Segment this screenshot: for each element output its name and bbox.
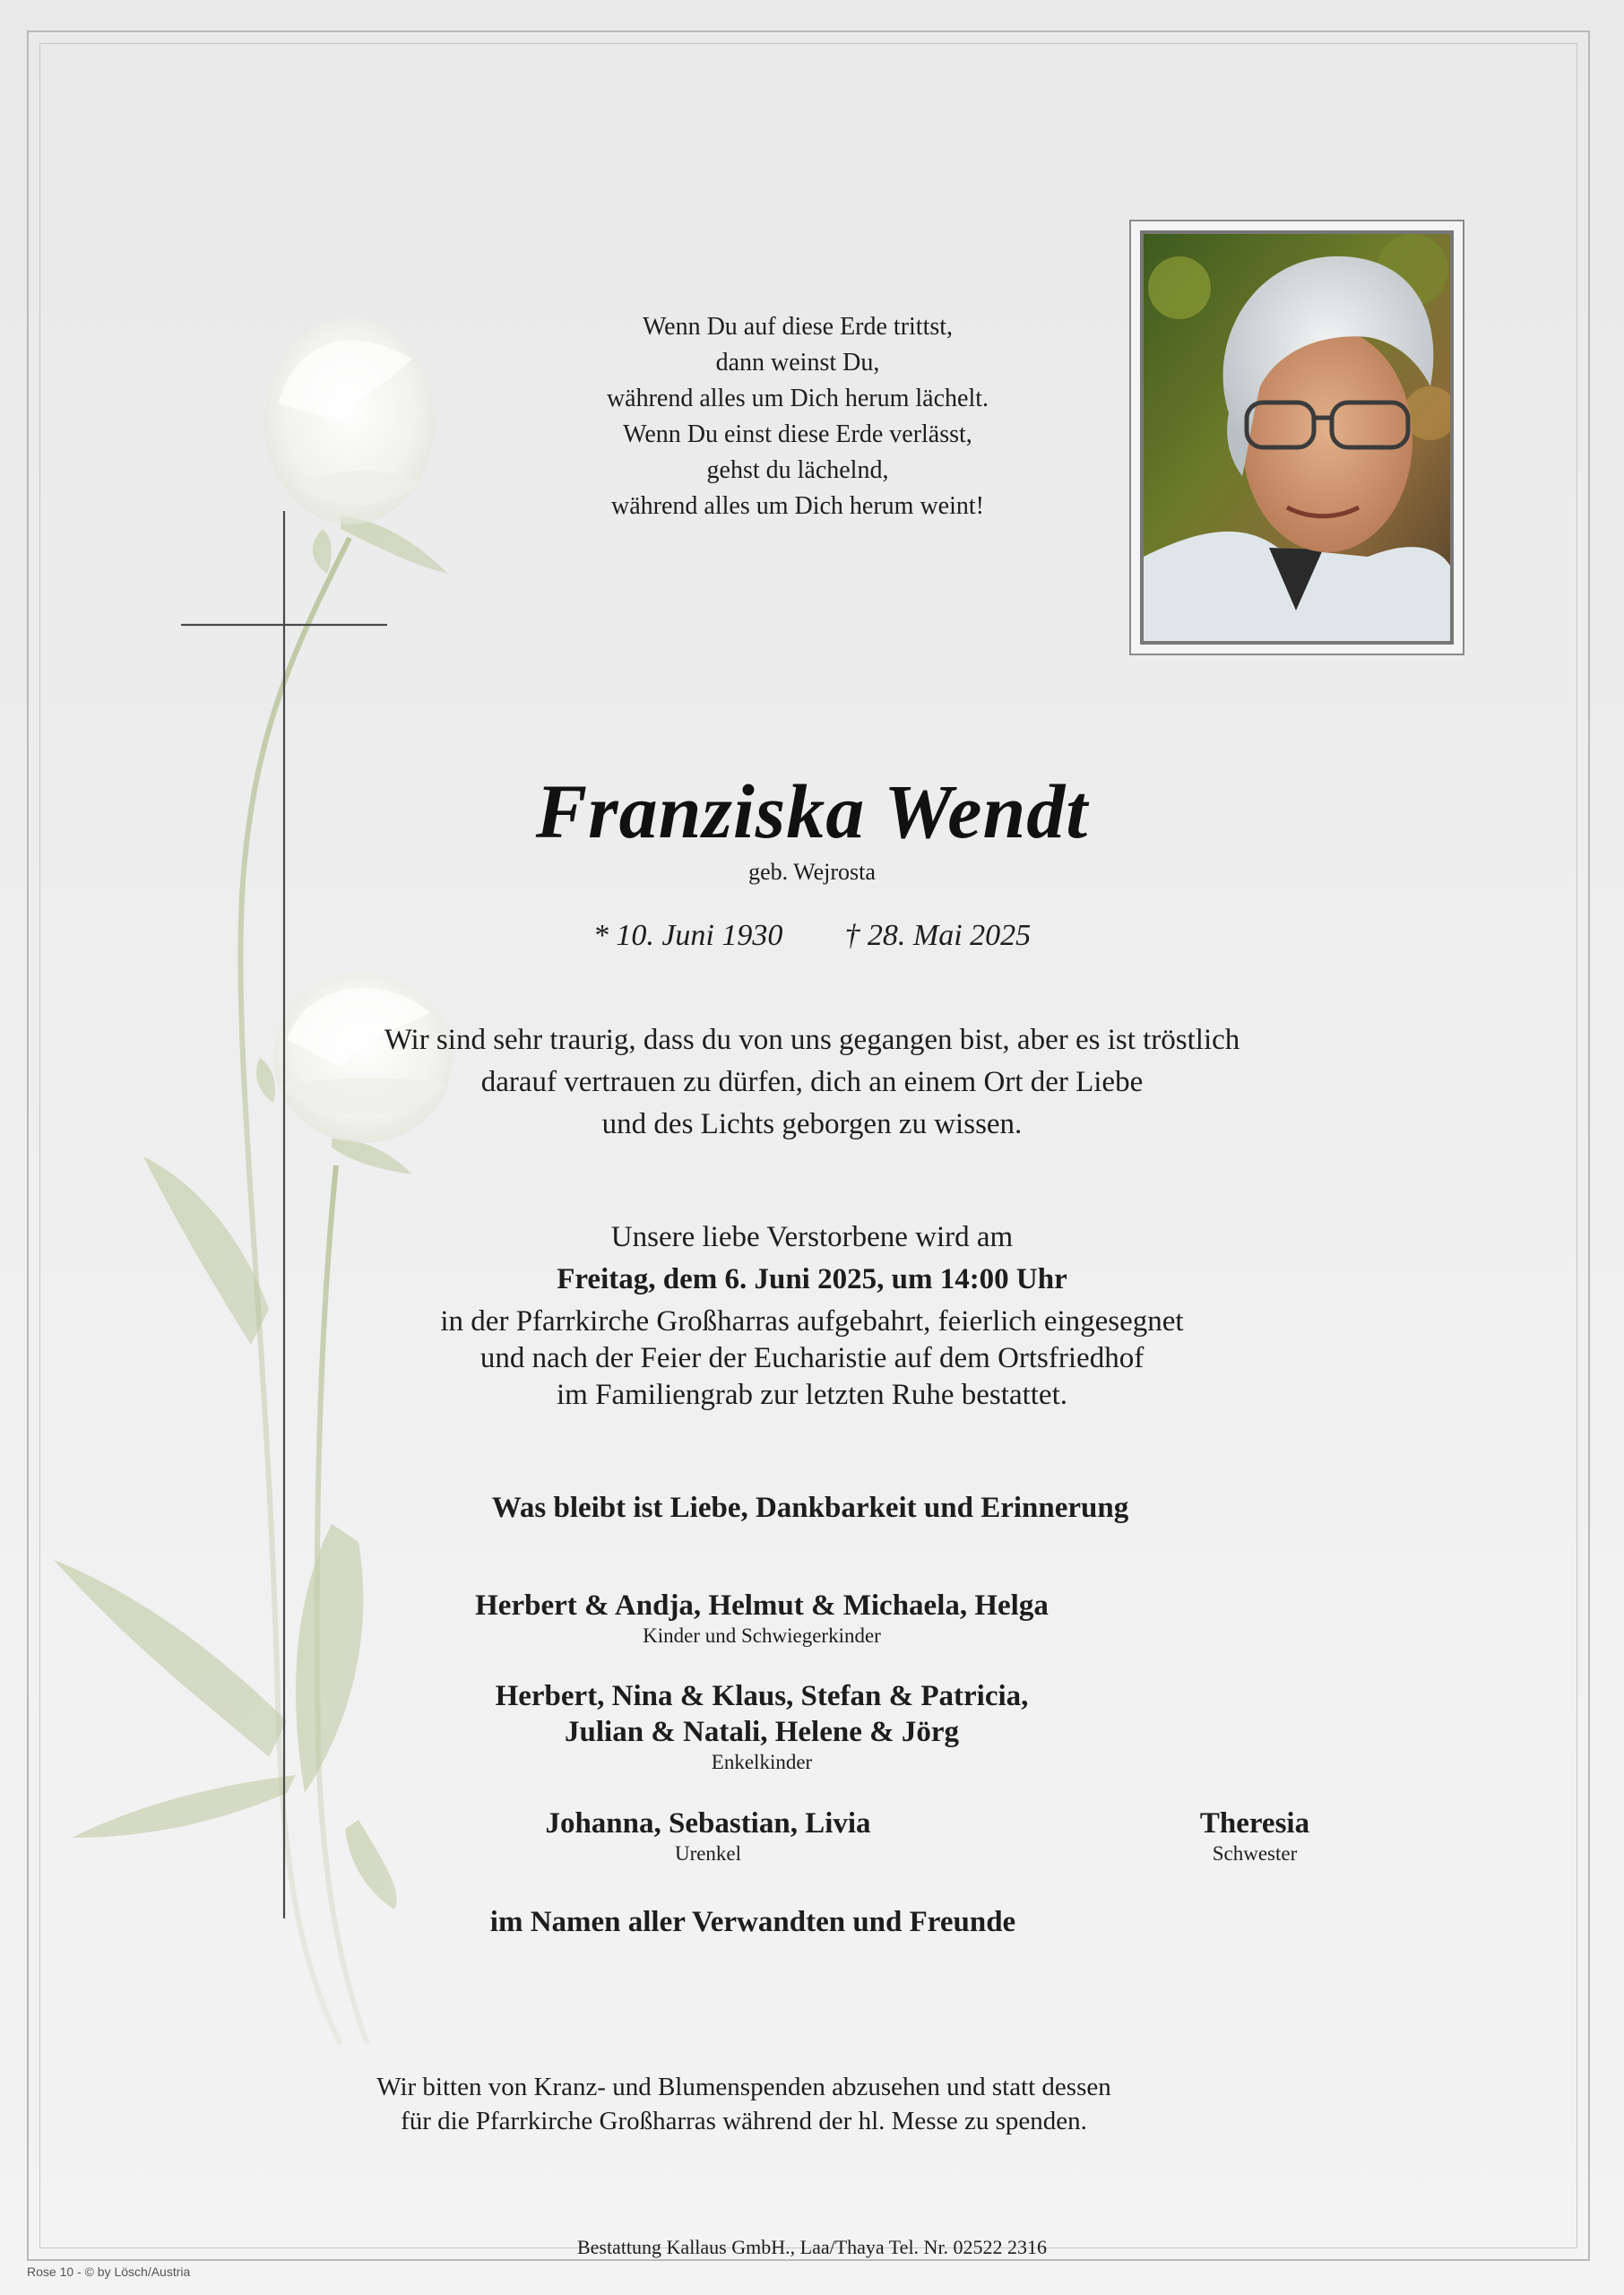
donation-note [161, 2070, 1326, 2138]
portrait-border [1140, 230, 1454, 645]
deceased-name: Franziska Wendt [535, 768, 1089, 854]
maiden-name: geb. Wejrosta [748, 859, 876, 885]
ceremony-intro: Unsere liebe Verstorbene wird am [610, 1221, 1014, 1253]
sister-label: Schwester [1212, 1842, 1298, 1865]
poem-line: gehst du lächelnd, [706, 456, 889, 484]
mourners-closing: im Namen aller Verwandten und Freunde [489, 1906, 1016, 1938]
ceremony-info [0, 1217, 1624, 1416]
poem-line: Wenn Du einst diese Erde verlässt, [623, 420, 972, 448]
memorial-poem [502, 309, 1093, 524]
poem-line: Wenn Du auf diese Erde trittst, [642, 313, 954, 341]
mourners-grandchildren [179, 1678, 1344, 1775]
life-dates [0, 919, 1624, 953]
condolence-line: Wir sind sehr traurig, dass du von uns gegangen bist, aber es ist tröstlich [384, 1024, 1240, 1056]
ceremony-datetime: Freitag, dem 6. Juni 2025, um 14:00 Uhr [557, 1263, 1067, 1295]
memorial-motto: Was bleibt ist Liebe, Dankbarkeit und Erinnerung [491, 1492, 1129, 1524]
grandchildren-label: Enkelkinder [711, 1751, 813, 1773]
birth-date: * 10. Juni 1930 [592, 919, 783, 952]
ceremony-detail: und nach der Feier der Eucharistie auf dem Ortsfriedhof [479, 1342, 1145, 1374]
portrait-photo [1144, 234, 1450, 641]
children-names: Herbert & Andja, Helmut & Michaela, Helga [475, 1589, 1049, 1622]
mourners-sister [1156, 1806, 1353, 1866]
grandchildren-names: Herbert, Nina & Klaus, Stefan & Patricia, [495, 1680, 1029, 1712]
mourners-children [179, 1588, 1344, 1649]
great-grandchildren-names: Johanna, Sebastian, Livia [545, 1807, 871, 1840]
condolence-text [0, 1019, 1624, 1146]
condolence-line: und des Lichts geborgen zu wissen. [601, 1108, 1023, 1140]
condolence-line: darauf vertrauen zu dürfen, dich an einem Ort der Liebe [480, 1066, 1144, 1098]
portrait-frame [1129, 220, 1464, 655]
funeral-home-footer: Bestattung Kallaus GmbH., Laa/Thaya Tel. Nr. 02522 2316 [576, 2236, 1048, 2258]
poem-line: während alles um Dich herum weint! [611, 492, 984, 520]
ceremony-detail: im Familiengrab zur letzten Ruhe bestattet. [557, 1379, 1067, 1411]
grandchildren-names: Julian & Natali, Helene & Jörg [565, 1716, 959, 1748]
donation-line: Wir bitten von Kranz- und Blumenspenden abzusehen und statt dessen [376, 2073, 1111, 2101]
design-credit: Rose 10 - © by Lösch/Austria [27, 2265, 191, 2279]
poem-line: dann weinst Du, [715, 349, 880, 377]
sister-name: Theresia [1199, 1807, 1310, 1840]
mourners-great-grandchildren [520, 1806, 896, 1866]
children-label: Kinder und Schwiegerkinder [643, 1624, 881, 1647]
great-grandchildren-label: Urenkel [674, 1842, 742, 1865]
death-date: † 28. Mai 2025 [844, 919, 1032, 952]
ceremony-detail: in der Pfarrkirche Großharras aufgebahrt, feierlich eingesegnet [440, 1305, 1184, 1338]
donation-line: für die Pfarrkirche Großharras während der hl. Messe zu spenden. [401, 2107, 1087, 2135]
poem-line: während alles um Dich herum lächelt. [606, 385, 989, 412]
